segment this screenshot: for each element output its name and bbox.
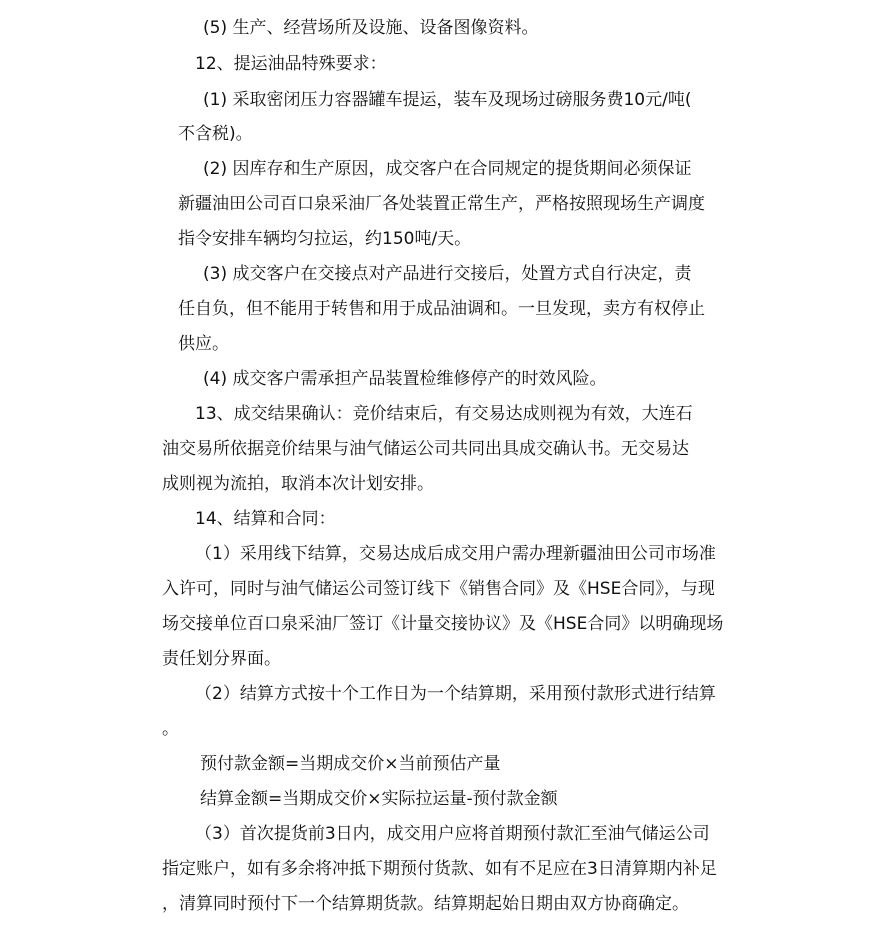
settlement-formula: 结算金额=当期成交价×实际拉运量-预付款金额 bbox=[200, 789, 558, 809]
item-14-1-line-2: 入许可，同时与油气储运公司签订线下《销售合同》及《HSE合同》，与现 bbox=[162, 579, 715, 599]
item-5-line: (5) 生产、经营场所及设施、设备图像资料。 bbox=[203, 18, 539, 38]
section-13-line-2: 油交易所依据竞价结果与油气储运公司共同出具成交确认书。无交易达 bbox=[162, 439, 689, 459]
item-14-1-line-4: 责任划分界面。 bbox=[162, 649, 281, 669]
item-14-1-line-1: （1）采用线下结算，交易达成后成交用户需办理新疆油田公司市场准 bbox=[195, 544, 716, 564]
item-14-1-line-3: 场交接单位百口泉采油厂签订《计量交接协议》及《HSE合同》以明确现场 bbox=[162, 614, 724, 634]
item-12-3-line-3: 供应。 bbox=[178, 334, 229, 354]
item-12-3-line-2: 任自负，但不能用于转售和用于成品油调和。一旦发现，卖方有权停止 bbox=[178, 299, 705, 319]
item-14-2-line-1: （2）结算方式按十个工作日为一个结算期，采用预付款形式进行结算 bbox=[195, 684, 716, 704]
item-12-2-line-2: 新疆油田公司百口泉采油厂各处装置正常生产，严格按照现场生产调度 bbox=[178, 194, 705, 214]
item-14-3-line-3: ，清算同时预付下一个结算期货款。结算期起始日期由双方协商确定。 bbox=[162, 894, 689, 914]
prepayment-formula: 预付款金额=当期成交价×当前预估产量 bbox=[200, 754, 501, 774]
section-13-line-1: 13、成交结果确认：竞价结束后，有交易达成则视为有效，大连石 bbox=[195, 404, 693, 424]
item-12-3-line-1: (3) 成交客户在交接点对产品进行交接后，处置方式自行决定，责 bbox=[203, 264, 692, 284]
item-12-4-line: (4) 成交客户需承担产品装置检维修停产的时效风险。 bbox=[203, 369, 607, 389]
item-14-2-line-2: 。 bbox=[162, 719, 179, 739]
item-12-1-line-2: 不含税)。 bbox=[178, 124, 253, 144]
section-13-line-3: 成则视为流拍，取消本次计划安排。 bbox=[162, 474, 434, 494]
section-12-heading: 12、提运油品特殊要求： bbox=[195, 54, 387, 74]
section-14-heading: 14、结算和合同： bbox=[195, 509, 336, 529]
item-14-3-line-1: （3）首次提货前3日内，成交用户应将首期预付款汇至油气储运公司 bbox=[195, 824, 710, 844]
item-12-2-line-3: 指令安排车辆均匀拉运，约150吨/天。 bbox=[178, 229, 472, 249]
item-14-3-line-2: 指定账户，如有多余将冲抵下期预付货款、如有不足应在3日清算期内补足 bbox=[162, 859, 717, 879]
item-12-2-line-1: (2) 因库存和生产原因，成交客户在合同规定的提货期间必须保证 bbox=[203, 159, 692, 179]
item-12-1-line-1: (1) 采取密闭压力容器罐车提运，装车及现场过磅服务费10元/吨( bbox=[203, 90, 692, 110]
